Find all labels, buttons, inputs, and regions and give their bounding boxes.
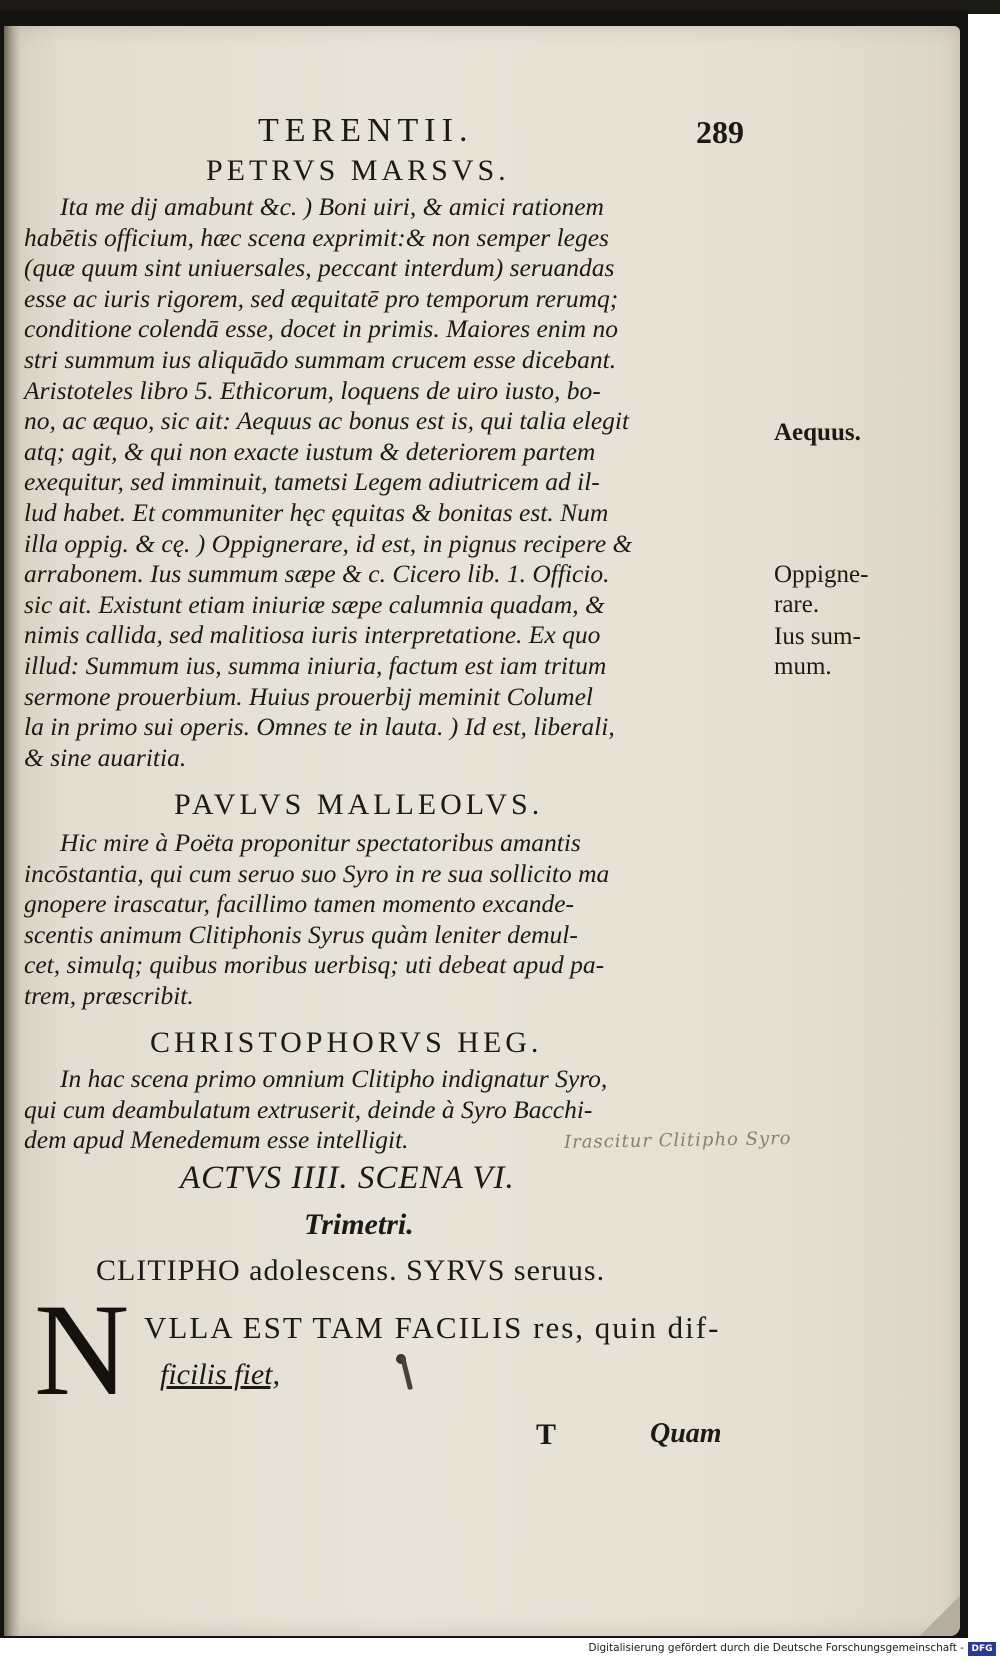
signature-mark: T (536, 1418, 557, 1451)
act-heading: ACTVS IIII. SCENA VI. (180, 1160, 515, 1196)
funding-credit: Digitalisierung gefördert durch die Deutsche Forschungsgemeinschaft - (588, 1642, 964, 1654)
text-line: & sine auaritia. (24, 742, 187, 772)
dfg-logo: DFG (968, 1642, 996, 1656)
text-line: arrabonem. Ius summum sæpe & c. Cicero lib. 1. Officio. (24, 559, 610, 589)
text-line: Hic mire à Poëta proponitur spectatoribus amantis (60, 828, 581, 857)
text-line: (quæ quum sint uniuersales, peccant interdum) seruandas (24, 253, 615, 283)
dramatis-personae: CLITIPHO adolescens. SYRVS seruus. (96, 1254, 606, 1287)
text-line: lud habet. Et communiter hęc ęquitas & bonitas est. Num (24, 497, 609, 527)
text-line: Ita me dij amabunt &c. ) Boni uiri, & amici rationem (60, 192, 604, 221)
commentary-body (24, 828, 609, 1012)
margin-note: Ius sum- (774, 623, 861, 650)
ink-mark (400, 1356, 413, 1390)
verse-line: ficilis fiet, (160, 1358, 280, 1391)
text-line: illa oppig. & cę. ) Oppignerare, id est, in pignus recipere & (24, 528, 633, 558)
commentary-author: PETRVS MARSVS. (206, 154, 510, 187)
commentary-author: CHRISTOPHORVS HEG. (150, 1026, 543, 1059)
text-line: esse ac iuris rigorem, sed æquitatē pro temporum rerumq; (24, 283, 619, 313)
verse-line: VLLA EST TAM FACILIS res, quin dif- (144, 1310, 721, 1345)
page-number: 289 (696, 114, 744, 150)
text-line: illud: Summum ius, summa iniuria, factum est iam tritum (24, 650, 607, 680)
margin-note: rare. (774, 591, 820, 618)
text-line: In hac scena primo omnium Clitipho indignatur Syro, (60, 1064, 608, 1093)
text-line: scentis animum Clitiphonis Syrus quàm leniter demul- (24, 919, 578, 949)
text-line: dem apud Menedemum esse intelligit. (24, 1125, 409, 1155)
text-line: stri summum ius aliquādo summam crucem esse dicebant. (24, 344, 617, 374)
text-line: qui cum deambulatum extruserit, deinde à Syro Bacchi- (24, 1094, 593, 1124)
page-corner (920, 1596, 960, 1636)
meter-label: Trimetri. (304, 1208, 414, 1241)
text-line: exequitur, sed imminuit, tametsi Legem adiutricem ad il- (24, 467, 600, 497)
credit-bar (0, 1640, 1000, 1662)
text-line: trem, præscribit. (24, 980, 194, 1010)
commentary-body (24, 192, 632, 773)
page-gutter (4, 26, 20, 1636)
drop-cap: N (34, 1276, 130, 1423)
commentary-body (24, 1064, 607, 1156)
text-line: habētis officium, hæc scena exprimit:& non semper leges (24, 222, 609, 252)
text-line: la in primo sui operis. Omnes te in lauta. ) Id est, liberali, (24, 712, 615, 742)
text-line: no, ac æquo, sic ait: Aequus ac bonus est is, qui talia elegit (24, 406, 630, 436)
text-line: cet, simulq; quibus moribus uerbisq; uti debeat apud pa- (24, 950, 605, 980)
text-line: Aristoteles libro 5. Ethicorum, loquens de uiro iusto, bo- (24, 375, 601, 405)
margin-note: mum. (774, 653, 832, 680)
text-line: sermone prouerbium. Huius prouerbij meminit Columel (24, 681, 593, 711)
running-head: TERENTII. (258, 112, 474, 149)
text-line: conditione colendā esse, docet in primis. Maiores enim no (24, 314, 618, 344)
margin-note: Aequus. (774, 419, 861, 446)
manuscript-annotation: Irascitur Clitipho Syro (563, 1128, 792, 1153)
commentary-author: PAVLVS MALLEOLVS. (174, 788, 544, 821)
text-line: atq; agit, & qui non exacte iustum & deteriorem partem (24, 436, 596, 466)
scan-background (0, 10, 968, 1638)
book-page (4, 26, 960, 1636)
text-line: gnopere irascatur, facillimo tamen momento excande- (24, 889, 575, 919)
margin-note: Oppigne- (774, 561, 869, 588)
text-line: sic ait. Existunt etiam iniuriæ sæpe calumnia quadam, & (24, 589, 605, 619)
text-line: incōstantia, qui cum seruo suo Syro in re sua sollicito ma (24, 858, 610, 888)
text-line: nimis callida, sed malitiosa iuris interpretatione. Ex quo (24, 620, 601, 650)
text-block (24, 26, 764, 1451)
catchword: Quam (650, 1418, 722, 1449)
